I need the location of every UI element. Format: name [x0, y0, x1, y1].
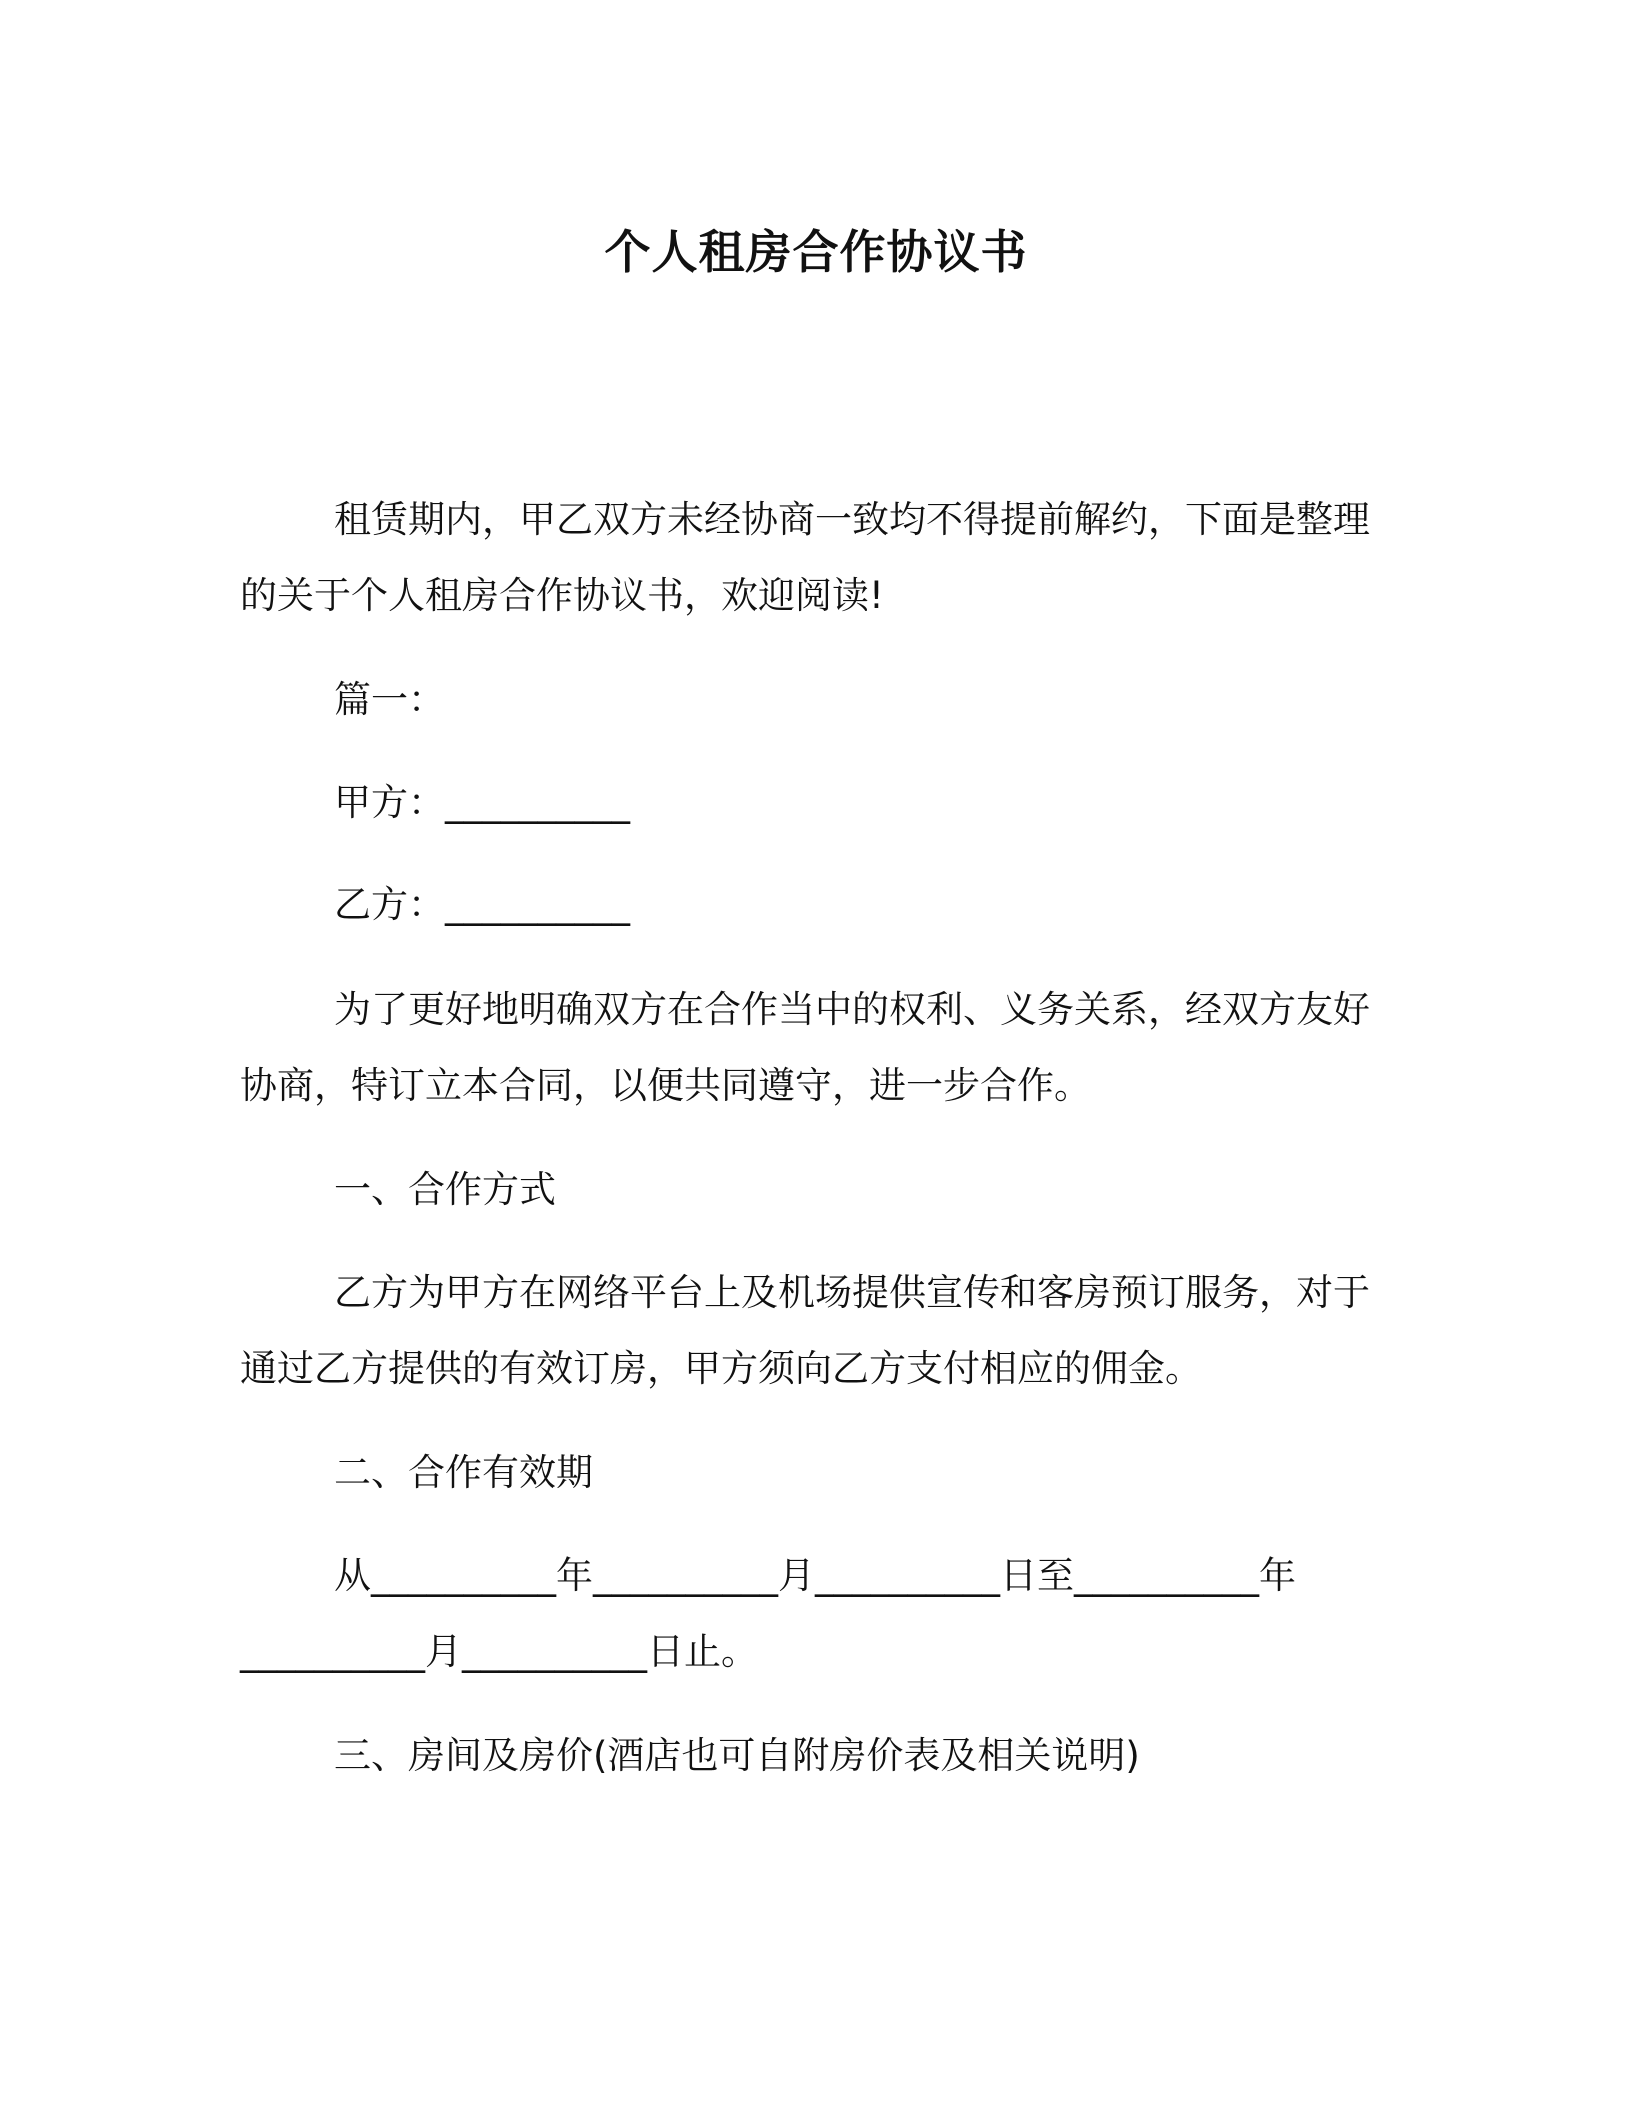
party-b-line: 乙方：__________ — [334, 883, 630, 926]
document-title: 个人租房合作协议书 — [604, 225, 1028, 279]
purpose-line-1: 为了更好地明确双方在合作当中的权利、义务关系，经双方友好 — [334, 988, 1370, 1031]
section-2-line-1: 从__________年__________月__________日至__________年 — [334, 1554, 1296, 1597]
section-3-heading: 三、房间及房价(酒店也可自附房价表及相关说明) — [334, 1734, 1140, 1777]
section-2-line-2: __________月__________日止。 — [240, 1630, 758, 1673]
section-1-line-2: 通过乙方提供的有效订房，甲方须向乙方支付相应的佣金。 — [240, 1347, 1202, 1390]
intro-line-1: 租赁期内，甲乙双方未经协商一致均不得提前解约，下面是整理 — [334, 498, 1370, 541]
party-a-line: 甲方：__________ — [334, 781, 630, 824]
section-1-line-1: 乙方为甲方在网络平台上及机场提供宣传和客房预订服务，对于 — [334, 1271, 1370, 1314]
part-label: 篇一： — [334, 678, 445, 721]
intro-line-2: 的关于个人租房合作协议书，欢迎阅读! — [240, 574, 884, 617]
purpose-line-2: 协商，特订立本合同，以便共同遵守，进一步合作。 — [240, 1064, 1091, 1107]
section-1-heading: 一、合作方式 — [334, 1168, 556, 1211]
section-2-heading: 二、合作有效期 — [334, 1451, 593, 1494]
